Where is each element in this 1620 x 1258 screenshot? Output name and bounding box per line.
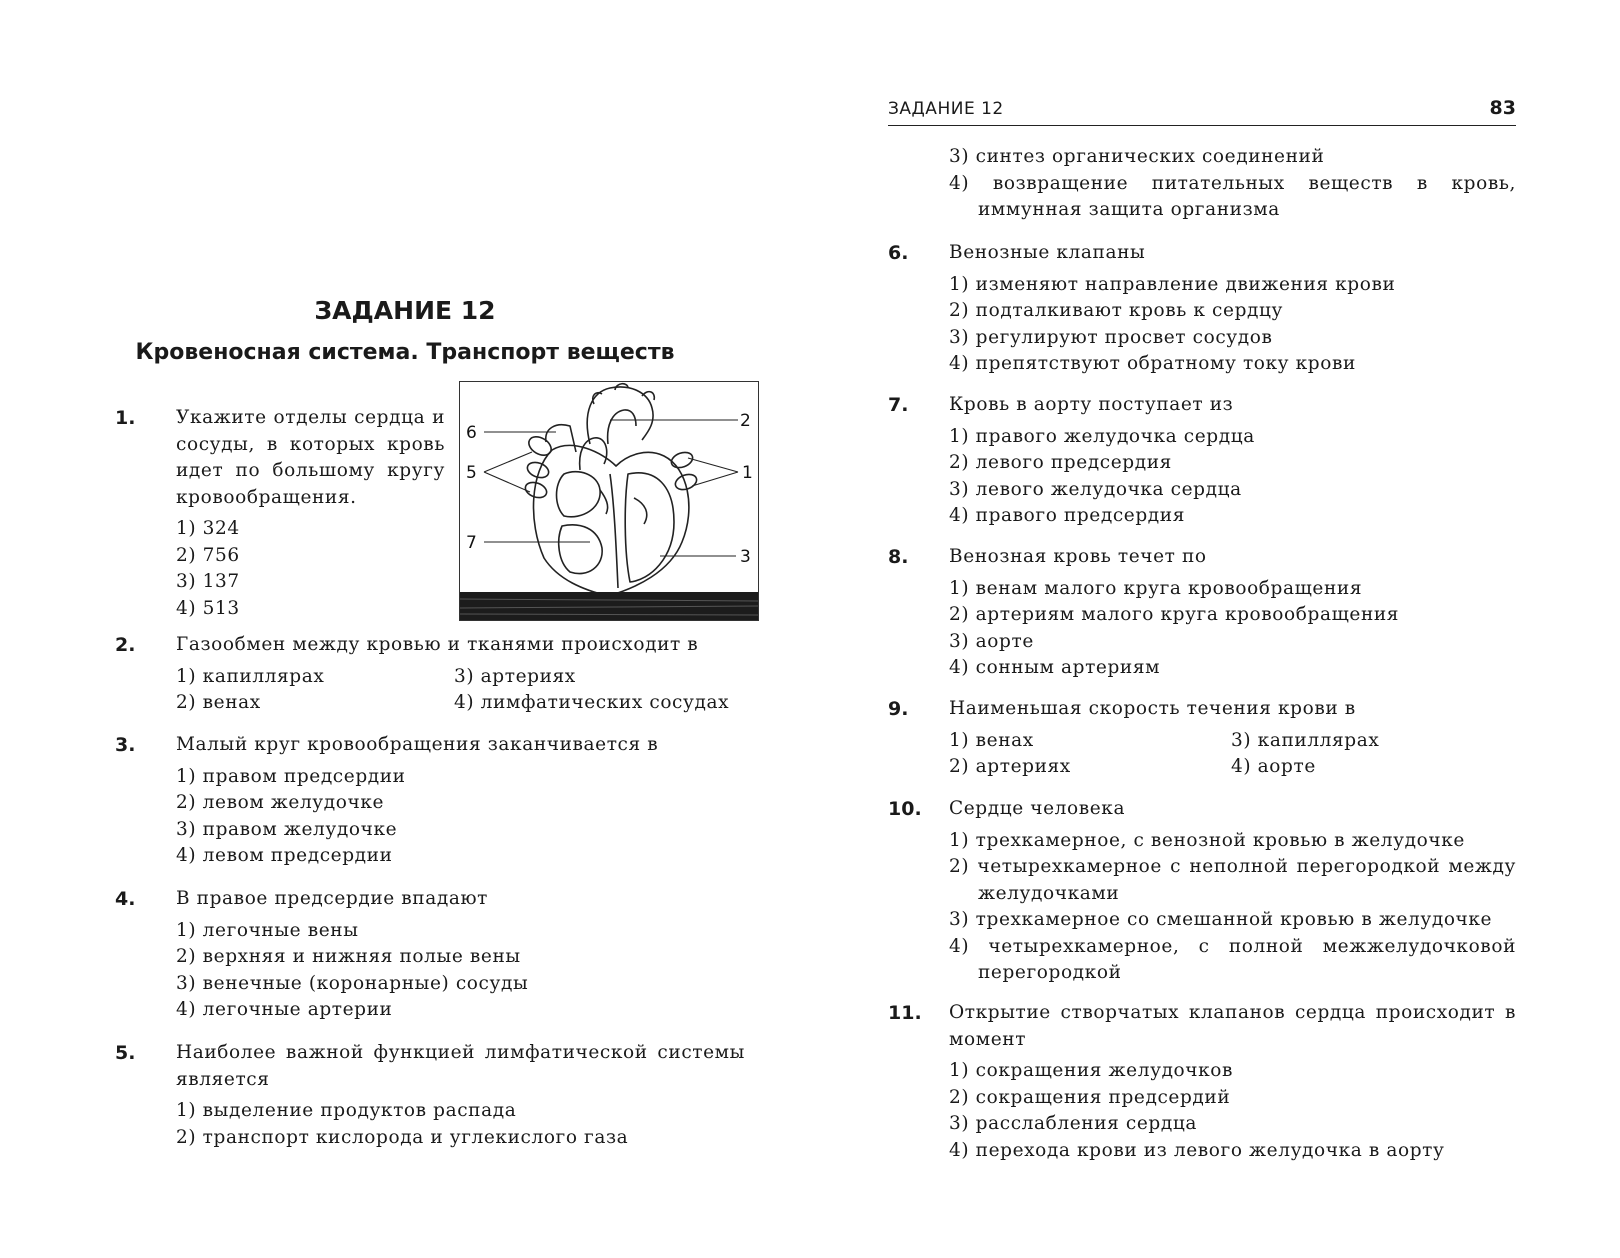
question-11 bbox=[888, 1000, 1516, 1164]
option: 1) сокращения желудочков bbox=[949, 1060, 1234, 1081]
option: 4) левом предсердии bbox=[176, 845, 393, 866]
option: 1) венам малого круга кровообращения bbox=[949, 577, 1363, 599]
option: 4) лимфатических сосудах bbox=[454, 692, 730, 713]
figure-label-1: 1 bbox=[742, 463, 753, 483]
heart-diagram bbox=[459, 381, 759, 621]
question-8 bbox=[888, 544, 1516, 682]
figure-label-2: 2 bbox=[740, 411, 751, 431]
option: 1) капиллярах bbox=[176, 665, 325, 687]
option: 1) выделение продуктов распада bbox=[176, 1100, 517, 1121]
question-stem: Газообмен между кровью и тканями происходит в bbox=[176, 634, 699, 655]
option: 3) артериях bbox=[454, 665, 576, 687]
option: 2) четырехкамерное с неполной перегородкой между желудочками bbox=[949, 856, 1516, 904]
figure-label-3: 3 bbox=[740, 547, 751, 567]
option: 1) правого желудочка сердца bbox=[949, 425, 1255, 447]
figure-label-5: 5 bbox=[466, 463, 477, 483]
question-stem: Малый круг кровообращения заканчивается в bbox=[176, 734, 659, 755]
option: 3) аорте bbox=[949, 630, 1034, 652]
options-list bbox=[949, 1058, 1516, 1164]
options-list bbox=[176, 664, 745, 717]
option: 3) капиллярах bbox=[1231, 729, 1380, 751]
option: 4) правого предсердия bbox=[949, 505, 1185, 526]
question-stem: Венозные клапаны bbox=[949, 242, 1146, 263]
question-3 bbox=[115, 732, 745, 870]
running-header bbox=[888, 95, 1516, 126]
options-list bbox=[949, 144, 1516, 224]
option: 4) 513 bbox=[176, 597, 240, 619]
option: 1) правом предсердии bbox=[176, 765, 406, 787]
figure-label-6: 6 bbox=[466, 423, 477, 443]
question-number: 10. bbox=[888, 798, 922, 820]
options-list bbox=[949, 424, 1516, 530]
option: 4) сонным артериям bbox=[949, 657, 1161, 678]
option: 4) препятствуют обратному току крови bbox=[949, 353, 1356, 374]
option: 1) изменяют направление движения крови bbox=[949, 273, 1396, 295]
option: 2) артериях bbox=[949, 756, 1071, 777]
option: 3) регулируют просвет сосудов bbox=[949, 326, 1273, 348]
option: 4) легочные артерии bbox=[176, 999, 393, 1020]
figure-label-7: 7 bbox=[466, 533, 477, 553]
options-list bbox=[176, 516, 445, 622]
options-list bbox=[949, 828, 1516, 987]
option: 3) венечные (коронарные) сосуды bbox=[176, 972, 529, 994]
question-7 bbox=[888, 392, 1516, 530]
option: 3) правом желудочке bbox=[176, 818, 398, 840]
options-list bbox=[176, 918, 745, 1024]
question-stem: Наименьшая скорость течения крови в bbox=[949, 698, 1356, 719]
options-list bbox=[176, 1098, 745, 1151]
option: 2) транспорт кислорода и углекислого газа bbox=[176, 1126, 629, 1148]
option: 2) артериям малого круга кровообращения bbox=[949, 604, 1400, 625]
question-stem: Венозная кровь течет по bbox=[949, 546, 1207, 567]
question-stem: Наиболее важной функцией лимфатической системы является bbox=[176, 1042, 745, 1090]
question-2 bbox=[115, 632, 745, 717]
option: 3) 137 bbox=[176, 571, 240, 592]
question-stem: В правое предсердие впадают bbox=[176, 888, 489, 909]
question-number: 6. bbox=[888, 242, 909, 264]
question-stem: Кровь в аорту поступает из bbox=[949, 394, 1234, 415]
question-number: 4. bbox=[115, 888, 136, 910]
options-list bbox=[949, 728, 1516, 781]
option: 1) венах bbox=[949, 729, 1034, 751]
question-number: 1. bbox=[115, 407, 136, 429]
heart-drawing bbox=[460, 382, 758, 620]
option: 1) легочные вены bbox=[176, 919, 359, 941]
option: 1) трехкамерное, с венозной кровью в желудочке bbox=[949, 829, 1465, 851]
question-4 bbox=[115, 886, 745, 1024]
question-stem: Открытие створчатых клапанов сердца происходит в момент bbox=[949, 1002, 1516, 1050]
option: 2) 756 bbox=[176, 544, 240, 566]
option: 2) верхняя и нижняя полые вены bbox=[176, 946, 521, 967]
option: 4) возвращение питательных веществ в кровь, иммунная защита организма bbox=[949, 172, 1516, 220]
question-9 bbox=[888, 696, 1516, 781]
options-list bbox=[949, 576, 1516, 682]
question-5 bbox=[115, 1040, 745, 1151]
question-stem: Укажите отделы сердца и сосуды, в которых кровь идет по большому кругу кровообращения. bbox=[176, 407, 445, 508]
question-number: 5. bbox=[115, 1042, 136, 1064]
question-stem: Сердце человека bbox=[949, 798, 1126, 819]
option: 4) четырехкамерное, с полной межжелудочковой перегородкой bbox=[949, 935, 1516, 983]
page-number: 83 bbox=[1489, 97, 1516, 119]
option: 3) синтез органических соединений bbox=[949, 146, 1325, 167]
option: 1) 324 bbox=[176, 518, 240, 539]
running-header-title: ЗАДАНИЕ 12 bbox=[888, 99, 1004, 119]
options-list bbox=[949, 272, 1516, 378]
option: 2) венах bbox=[176, 692, 261, 713]
question-5-continued bbox=[888, 144, 1516, 224]
question-number: 3. bbox=[115, 734, 136, 756]
option: 2) левом желудочке bbox=[176, 792, 385, 813]
question-number: 11. bbox=[888, 1002, 922, 1024]
question-1 bbox=[115, 405, 445, 622]
chapter-title: ЗАДАНИЕ 12 bbox=[314, 296, 496, 325]
option: 3) левого желудочка сердца bbox=[949, 478, 1242, 500]
right-page bbox=[810, 0, 1620, 1258]
option: 2) подталкивают кровь к сердцу bbox=[949, 300, 1283, 321]
option: 3) трехкамерное со смешанной кровью в желудочке bbox=[949, 909, 1493, 930]
question-10 bbox=[888, 796, 1516, 987]
options-list bbox=[176, 764, 745, 870]
question-number: 8. bbox=[888, 546, 909, 568]
chapter-subtitle: Кровеносная система. Транспорт веществ bbox=[135, 340, 675, 365]
question-number: 7. bbox=[888, 394, 909, 416]
question-6 bbox=[888, 240, 1516, 378]
question-number: 9. bbox=[888, 698, 909, 720]
option: 3) расслабления сердца bbox=[949, 1113, 1197, 1134]
option: 4) аорте bbox=[1231, 756, 1316, 777]
option: 2) левого предсердия bbox=[949, 452, 1172, 473]
question-number: 2. bbox=[115, 634, 136, 656]
option: 4) перехода крови из левого желудочка в аорту bbox=[949, 1139, 1445, 1161]
option: 2) сокращения предсердий bbox=[949, 1086, 1231, 1108]
